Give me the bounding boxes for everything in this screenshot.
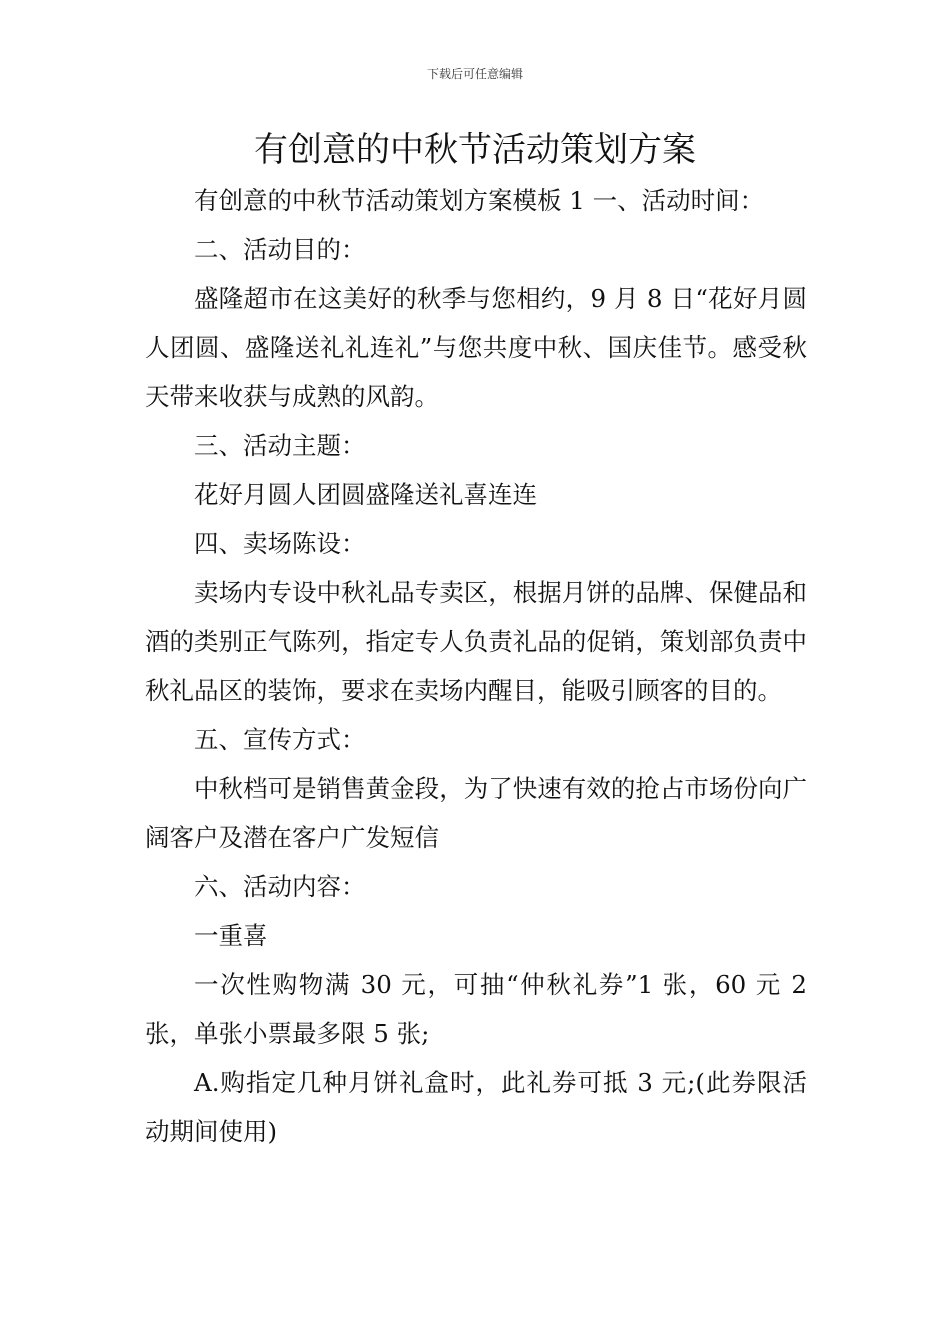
heading-purpose: 二、活动目的： — [194, 235, 366, 264]
paragraph-theme: 花好月圆人团圆盛隆送礼喜连连 — [194, 480, 537, 509]
document-body — [145, 176, 807, 1156]
document-title: 有创意的中秋节活动策划方案 — [254, 130, 696, 170]
heading-content: 六、活动内容： — [194, 872, 366, 901]
heading-theme: 三、活动主题： — [194, 431, 366, 460]
heading-promotion: 五、宣传方式： — [194, 725, 366, 754]
paragraph-promotion: 中秋档可是销售黄金段，为了快速有效的抢占市场份向广阔客户及潜在客户广发短信 — [145, 774, 807, 852]
heading-display: 四、卖场陈设： — [194, 529, 366, 558]
paragraph-display: 卖场内专设中秋礼品专卖区，根据月饼的品牌、保健品和酒的类别正气陈列，指定专人负责礼品的促销，策划部负责中秋礼品区的装饰，要求在卖场内醒目，能吸引顾客的目的。 — [145, 578, 807, 705]
paragraph-intro: 有创意的中秋节活动策划方案模板 1 一、活动时间： — [194, 186, 765, 215]
subheading-first-joy: 一重喜 — [194, 921, 268, 950]
paragraph-purpose: 盛隆超市在这美好的秋季与您相约，9 月 8 日“花好月圆人团圆、盛隆送礼礼连礼”与您共度中秋、国庆佳节。感受秋天带来收获与成熟的风韵。 — [145, 284, 807, 411]
paragraph-first-joy: 一次性购物满 30 元，可抽“仲秋礼券”1 张，60 元 2 张，单张小票最多限 5 张; — [145, 970, 807, 1048]
paragraph-item-a: A.购指定几种月饼礼盒时，此礼券可抵 3 元;(此券限活动期间使用) — [145, 1068, 807, 1146]
header-note: 下载后可任意编辑 — [426, 67, 523, 81]
